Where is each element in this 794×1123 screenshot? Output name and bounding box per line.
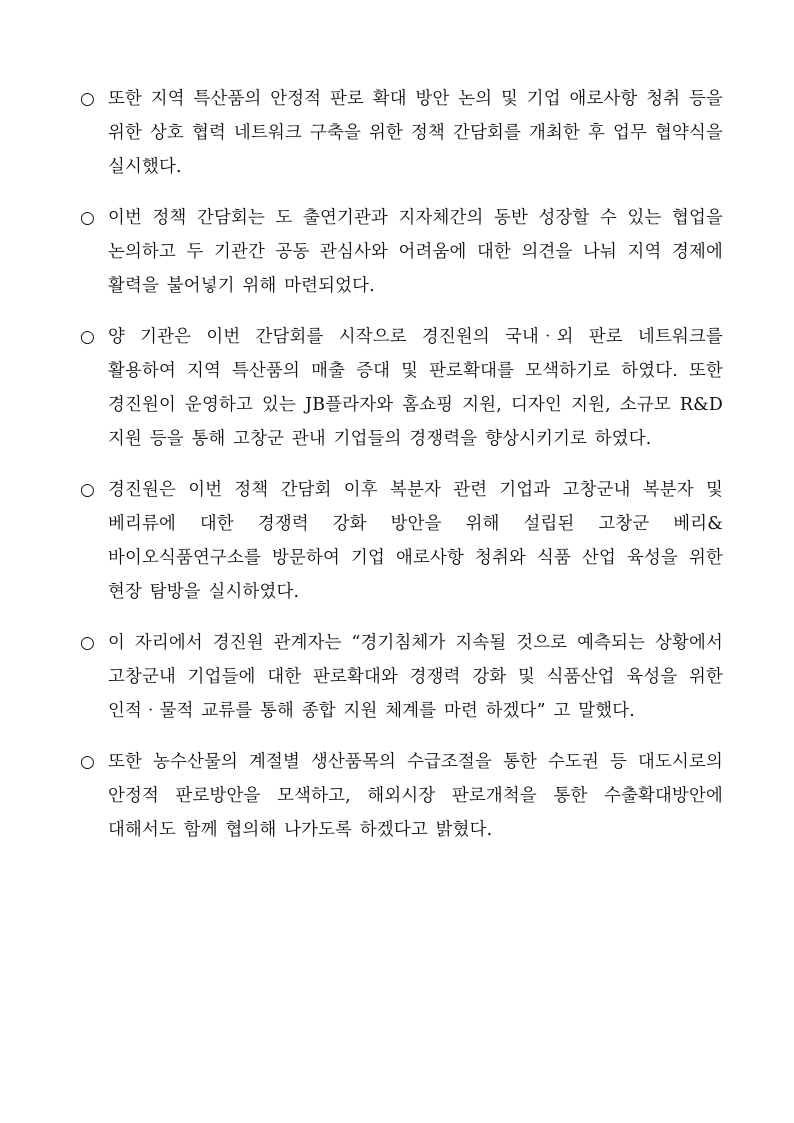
paragraph-text: 이번 정책 간담회는 도 출연기관과 지자체간의 동반 성장할 수 있는 협업을 논의하고 두 기관간 공동 관심사와 어려움에 대한 의견을 나눠 지역 경제에 활력을 불어넣기 위해 마련되었다. [108,208,723,296]
paragraph-text: 또한 지역 특산품의 안정적 판로 확대 방안 논의 및 기업 애로사항 청취 등을 위한 상호 협력 네트워크 구축을 위한 정책 간담회를 개최한 후 업무 협약식을 실시했다. [108,89,723,177]
paragraph-text: 경진원은 이번 정책 간담회 이후 복분자 관련 기업과 고창군내 복분자 및 베리류에 대한 경쟁력 강화 방안을 위해 설립된 고창군 베리&바이오식품연구소를 방문하여 기업 애로사항 청취와 식품 산업 육성을 위한 현장 탐방을 실시하였다. [108,480,723,602]
paragraph-text: 또한 농수산물의 계절별 생산품목의 수급조절을 통한 수도권 등 대도시로의 안정적 판로방안을 모색하고, 해외시장 판로개척을 통한 수출확대방안에 대해서도 함께 협의해 나가도록 하겠다고 밝혔다. [108,752,723,840]
paragraph-1 [78,82,723,184]
paragraph-5 [78,626,723,728]
bullet-circle-icon: ○ [80,327,95,347]
bullet-circle-icon: ○ [80,208,95,228]
bullet-circle-icon: ○ [80,89,95,109]
bullet-circle-icon: ○ [80,633,95,653]
paragraph-text: 이 자리에서 경진원 관계자는 “경기침체가 지속될 것으로 예측되는 상황에서 고창군내 기업들에 대한 판로확대와 경쟁력 강화 및 식품산업 육성을 위한 인적‧물적 교류를 통해 종합 지원 체계를 마련 하겠다” 고 말했다. [108,633,723,721]
paragraph-3 [78,320,723,456]
bullet-circle-icon: ○ [80,480,95,500]
paragraph-6 [78,745,723,847]
paragraph-2 [78,201,723,303]
paragraph-4 [78,473,723,609]
paragraph-text: 양 기관은 이번 간담회를 시작으로 경진원의 국내‧외 판로 네트워크를 활용하여 지역 특산품의 매출 증대 및 판로확대를 모색하기로 하였다. 또한 경진원이 운영하고 있는 JB플라자와 홈쇼핑 지원, 디자인 지원, 소규모 R&D 지원 등을 통해 고창군 관내 기업들의 경쟁력을 향상시키기로 하였다. [108,327,723,449]
bullet-circle-icon: ○ [80,752,95,772]
document-body [78,82,723,864]
